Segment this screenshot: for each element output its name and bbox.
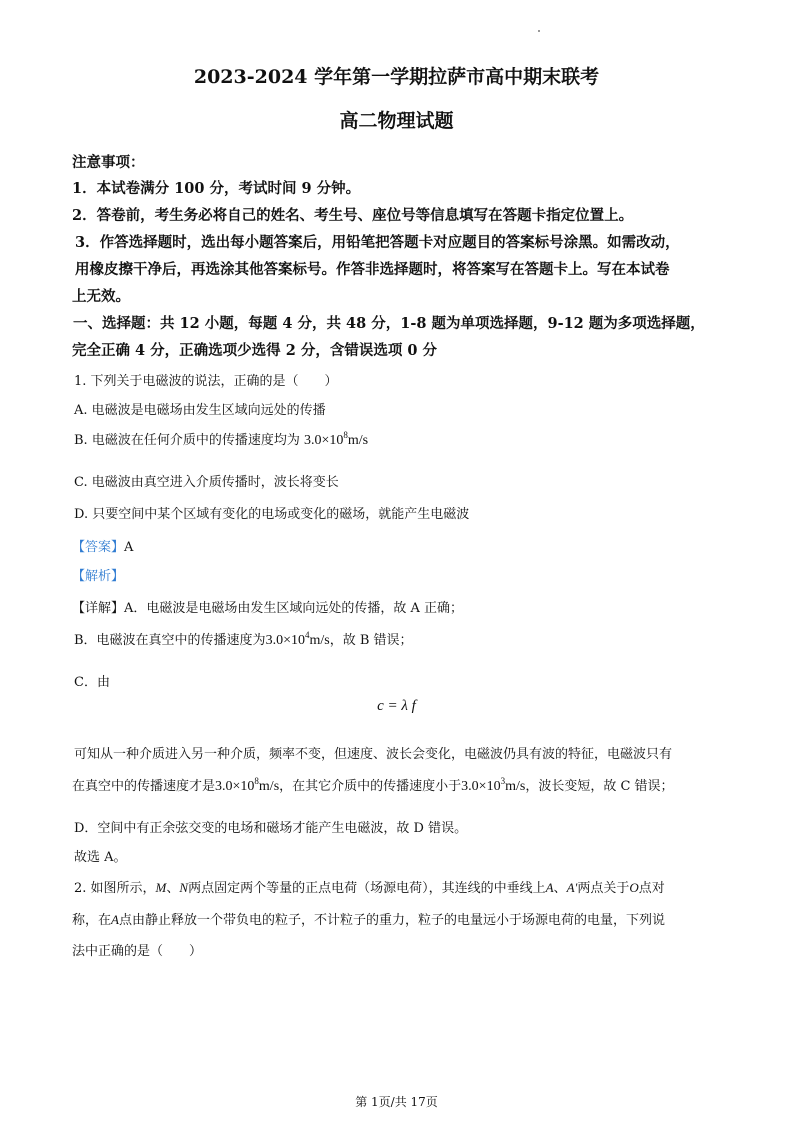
detail-c-line2-mid: ，在其它介质中的传播速度小于 — [279, 779, 462, 794]
answer-value: A — [124, 540, 134, 555]
point-a-label: A — [545, 880, 554, 895]
point-n-label: N — [179, 880, 189, 895]
detail-c-value-2: $3.0\times 10^3m/s$ — [461, 776, 526, 794]
detail-c-intro: C．由 — [74, 675, 110, 690]
detail-b-text: B．电磁波在真空中的传播速度为 — [74, 633, 266, 648]
option-b-text: B. 电磁波在任何介质中的传播速度均为 — [74, 433, 300, 448]
scan-dot — [538, 30, 540, 32]
detail-c-value-1: $3.0\times 10^8m/s$ — [215, 776, 280, 794]
notice-item-2: 2．答卷前，考生务必将自己的姓名、考生号、座位号等信息填写在答题卡指定位置上。 — [72, 207, 634, 224]
answer-line — [72, 536, 133, 555]
question-1-option-b — [74, 429, 368, 449]
detail-b-value: $3.0\times 10^4m/s$ — [265, 630, 330, 648]
question-1-option-c: C. 电磁波由真空进入介质传播时，波长将变长 — [74, 475, 339, 490]
answer-label: 【答案】 — [72, 540, 125, 555]
notice-item-3-line1: 3．作答选择题时，选出每小题答案后，用铅笔把答题卡对应题目的答案标号涂黑。如需改动， — [75, 234, 680, 251]
notice-item-3-line2: 用橡皮擦干净后，再选涂其他答案标号。作答非选择题时，将答案写在答题卡上。写在本试卷 — [75, 261, 670, 278]
option-b-value: $3.0\times 10^8m/s$ — [303, 430, 369, 448]
formula-wave-speed: c = λ f — [377, 698, 416, 714]
notice-heading: 注意事项： — [72, 154, 145, 171]
question-1-option-a: A. 电磁波是电磁场由发生区域向远处的传播 — [74, 403, 326, 418]
point-m-label: M — [155, 880, 167, 895]
exam-title: 2023-2024 学年第一学期拉萨市高中期末联考 — [193, 66, 600, 88]
detail-b-conclusion: ，故 B 错误； — [329, 633, 413, 648]
detail-c-line2-post: ，波长变短，故 C 错误； — [525, 779, 674, 794]
question-1-stem: 1. 下列关于电磁波的说法，正确的是（ ） — [74, 374, 338, 389]
notice-item-3-line3: 上无效。 — [72, 288, 130, 305]
page-number: 第 1页/共 17页 — [355, 1095, 438, 1109]
detail-c-line2-pre: 在真空中的传播速度才是 — [72, 779, 216, 794]
section-heading-line2: 完全正确 4 分，正确选项少选得 2 分，含错误选项 0 分 — [72, 342, 438, 359]
notice-item-1: 1．本试卷满分 100 分，考试时间 9 分钟。 — [72, 180, 361, 197]
point-o-label: O — [629, 880, 639, 895]
detail-a — [72, 597, 463, 616]
detail-a-text: A．电磁波是电磁场由发生区域向远处的传播，故 A 正确； — [124, 601, 464, 616]
question-1-option-d: D. 只要空间中某个区域有变化的电场或变化的磁场，就能产生电磁波 — [74, 507, 470, 522]
point-a-prime-label: A′ — [566, 880, 578, 895]
exam-subtitle: 高二物理试题 — [339, 110, 454, 132]
section-heading-line1: 一、选择题：共 12 小题，每题 4 分，共 48 分，1-8 题为单项选择题，9-12 题为多项选择题， — [73, 315, 705, 332]
question-2-line2: 称，在A点由静止释放一个带负电的粒子，不计粒子的重力，粒子的电量远小于场源电荷的电量，下列说 — [72, 912, 665, 928]
analysis-label: 【解析】 — [72, 569, 125, 584]
detail-d: D．空间中有正余弦交变的电场和磁场才能产生电磁波，故 D 错误。 — [74, 821, 468, 836]
question-2-line1: 2. 如图所示，M、N两点固定两个等量的正点电荷（场源电荷），其连线的中垂线上A、A′两点关于O点对 — [74, 880, 665, 896]
conclusion: 故选 A。 — [74, 850, 127, 865]
detail-b — [74, 629, 413, 649]
detail-c-line2 — [72, 775, 674, 795]
question-2-line3: 法中正确的是（ ） — [72, 944, 203, 959]
point-a-label-2: A — [111, 912, 119, 927]
detail-label: 【详解】 — [72, 601, 125, 616]
detail-c-line1: 可知从一种介质进入另一种介质，频率不变，但速度、波长会变化，电磁波仍具有波的特征，电磁波只有 — [74, 747, 673, 762]
